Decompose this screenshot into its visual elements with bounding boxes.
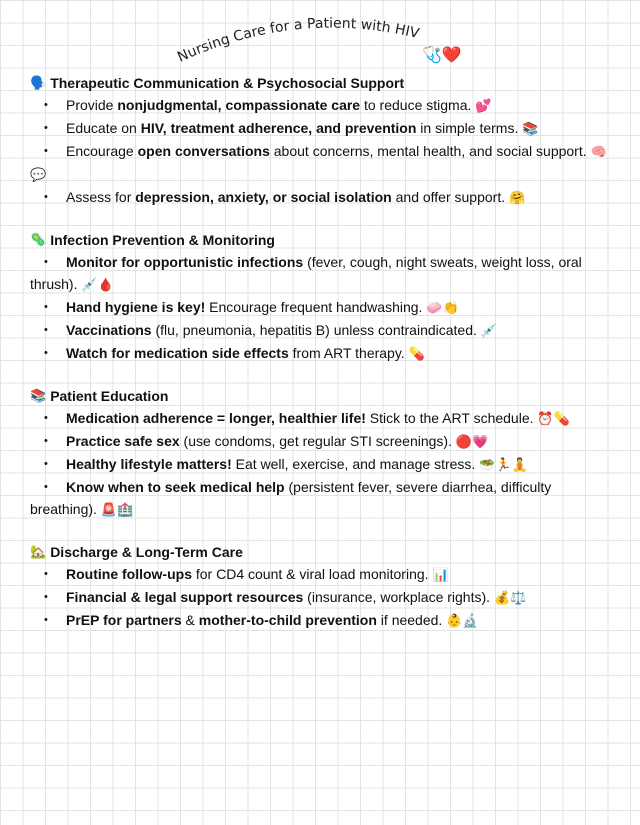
section-heading [30,72,610,94]
microbe-icon: 🦠 [30,232,47,247]
siren-hospital-icon: 🚨🏥 [100,502,134,517]
list-item: • Hand hygiene is key! Encourage frequent handwashing. 🧼👏 [30,296,610,319]
section-infection [30,229,610,365]
alarm-pill-icon: ⏰💊 [537,411,570,426]
syringe-icon: 💉 [480,323,497,338]
heading-text: Patient Education [50,388,169,404]
salad-run-yoga-icon: 🥗🏃🧘 [479,457,528,472]
list-item: • PrEP for partners & mother-to-child prevention if needed. 👶🔬 [30,609,610,632]
books-icon: 📚 [522,121,539,136]
title-arc [170,12,470,72]
list-item: • Know when to seek medical help (persistent fever, severe diarrhea, difficulty breathing). 🚨🏥 [30,476,610,521]
hug-icon: 🤗 [509,190,526,205]
section-discharge [30,541,610,632]
bullet-list [30,563,610,632]
syringe-blood-icon: 💉🩸 [81,277,114,292]
list-item: • Vaccinations (flu, pneumonia, hepatitis B) unless contraindicated. 💉 [30,319,610,342]
list-item: • Assess for depression, anxiety, or social isolation and offer support. 🤗 [30,186,610,209]
brain-speech-icon: 🧠💬 [30,144,607,182]
money-scale-icon: 💰⚖️ [493,590,527,605]
page-title [170,12,470,72]
section-heading [30,541,610,563]
list-item: • Educate on HIV, treatment adherence, and prevention in simple terms. 📚 [30,117,610,140]
books-icon: 📚 [30,388,47,403]
list-item: • Healthy lifestyle matters! Eat well, exercise, and manage stress. 🥗🏃🧘 [30,453,610,476]
baby-microscope-icon: 👶🔬 [446,613,479,628]
speaking-head-icon: 🗣️ [30,75,47,90]
section-heading [30,385,610,407]
hearts-icon: 💕 [475,98,492,113]
list-item: • Medication adherence = longer, healthier life! Stick to the ART schedule. ⏰💊 [30,407,610,430]
heading-text: Infection Prevention & Monitoring [50,232,275,248]
list-item: • Practice safe sex (use condoms, get regular STI screenings). 🔴💗 [30,430,610,453]
house-icon: 🏡 [30,544,47,559]
list-item: • Financial & legal support resources (insurance, workplace rights). 💰⚖️ [30,586,610,609]
list-item: • Watch for medication side effects from ART therapy. 💊 [30,342,610,365]
section-communication [30,72,610,209]
chart-icon: 📊 [432,567,449,582]
list-item: • Provide nonjudgmental, compassionate care to reduce stigma. 💕 [30,94,610,117]
bullet-list [30,251,610,365]
heading-text: Discharge & Long-Term Care [50,544,243,560]
bullet-list [30,94,610,209]
circle-heart-icon: 🔴💗 [455,434,489,449]
stethoscope-heart-icon: 🩺❤️ [422,47,462,64]
bullet-list [30,407,610,521]
list-item: • Encourage open conversations about concerns, mental health, and social support. 🧠💬 [30,140,610,186]
section-education [30,385,610,521]
list-item: • Monitor for opportunistic infections (fever, cough, night sweats, weight loss, oral thrush). 💉🩸 [30,251,610,296]
pill-icon: 💊 [408,346,425,361]
list-item: • Routine follow-ups for CD4 count & viral load monitoring. 📊 [30,563,610,586]
section-heading [30,229,610,251]
content [30,72,610,652]
title-text: Nursing Care for a Patient with HIV [175,15,421,66]
soap-clap-icon: 🧼👏 [426,300,459,315]
heading-text: Therapeutic Communication & Psychosocial Support [50,75,405,91]
